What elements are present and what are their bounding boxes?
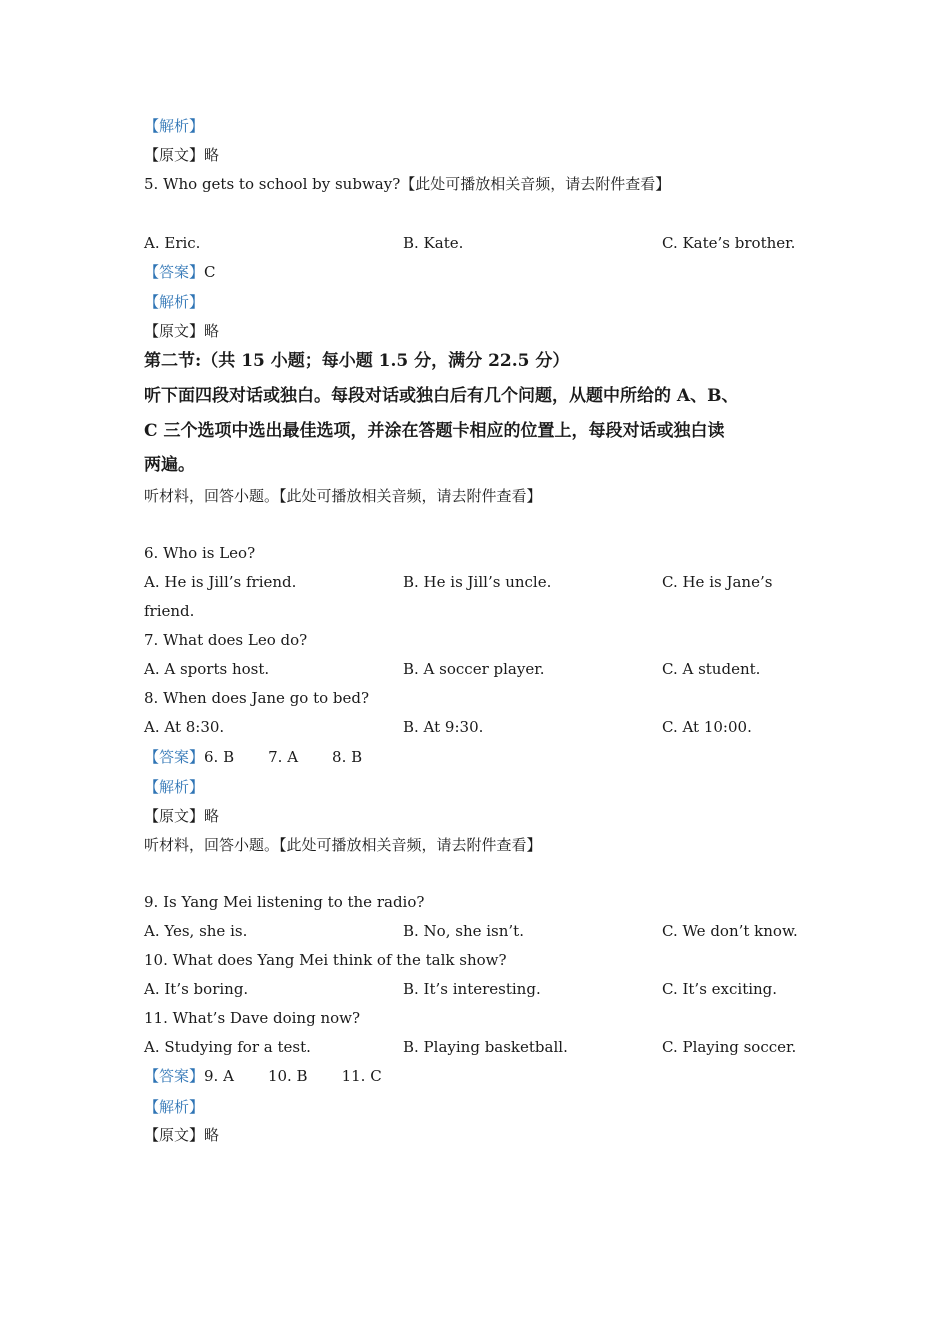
section-instruction-line-2: C 三个选项中选出最佳选项，并涂在答题卡相应的位置上，每段对话或独白读 [144,421,725,441]
q9-option-c: C. We don’t know. [662,922,798,940]
answer-10: 10. B [267,1067,308,1085]
answer-6: 6. B [204,748,235,766]
q8-option-b: B. At 9:30. [403,718,484,736]
q6-option-c-wrap: friend. [144,602,195,620]
q5-option-a: A. Eric. [144,234,201,252]
q9-option-b: B. No, she isn’t. [403,922,524,940]
q7-option-b: B. A soccer player. [403,660,545,678]
answer-label: 【答案】 [144,263,205,281]
question-10: 10. What does Yang Mei think of the talk show? [144,951,507,969]
answer-7: 7. A [268,748,299,766]
q9-option-a: A. Yes, she is. [144,922,248,940]
transcript-value: 略 [204,1126,220,1144]
q5-option-b: B. Kate. [403,234,464,252]
transcript-value: 略 [204,807,220,825]
transcript-line [144,321,219,341]
transcript-line [144,806,219,826]
q6-option-b: B. He is Jill’s uncle. [403,573,552,591]
q8-option-c: C. At 10:00. [662,718,752,736]
transcript-value: 略 [204,322,220,340]
question-7: 7. What does Leo do? [144,631,308,649]
q6-option-c: C. He is Jane’s [662,573,773,591]
answer-value: C [204,263,216,281]
transcript-line [144,145,219,165]
analysis-label: 【解析】 [144,293,205,311]
answer-9: 9. A [204,1067,234,1085]
q11-option-c: C. Playing soccer. [662,1038,797,1056]
transcript-label: 【原文】 [144,1126,205,1144]
answer-11: 11. C [341,1067,382,1085]
material-intro-2: 听材料，回答小题。【此处可播放相关音频，请去附件查看】 [144,836,542,854]
q10-option-a: A. It’s boring. [144,980,249,998]
question-8: 8. When does Jane go to bed? [144,689,370,707]
transcript-label: 【原文】 [144,807,205,825]
section-instruction-line-3: 两遍。 [144,455,195,475]
transcript-line [144,1125,219,1145]
q7-option-a: A. A sports host. [144,660,270,678]
answer-label: 【答案】 [144,1067,205,1085]
section-instruction-line-1: 听下面四段对话或独白。每段对话或独白后有几个问题，从题中所给的 A、B、 [144,386,739,406]
question-5: 5. Who gets to school by subway?【此处可播放相关音频，请去附件查看】 [144,175,671,193]
transcript-value: 略 [204,146,220,164]
analysis-label: 【解析】 [144,778,205,796]
answer-line-group2 [144,1066,382,1086]
question-9: 9. Is Yang Mei listening to the radio? [144,893,425,911]
q10-option-c: C. It’s exciting. [662,980,778,998]
q8-option-a: A. At 8:30. [144,718,225,736]
material-intro-1: 听材料，回答小题。【此处可播放相关音频，请去附件查看】 [144,487,542,505]
answer-label: 【答案】 [144,748,205,766]
answer-line-group1 [144,747,362,767]
q10-option-b: B. It’s interesting. [403,980,541,998]
transcript-label: 【原文】 [144,322,205,340]
q11-option-b: B. Playing basketball. [403,1038,568,1056]
q7-option-c: C. A student. [662,660,761,678]
analysis-label: 【解析】 [144,117,205,135]
answer-8: 8. B [332,748,363,766]
question-6: 6. Who is Leo? [144,544,256,562]
q5-option-c: C. Kate’s brother. [662,234,796,252]
section-heading: 第二节:（共 15 小题；每小题 1.5 分，满分 22.5 分） [144,351,570,371]
analysis-label: 【解析】 [144,1098,205,1116]
transcript-label: 【原文】 [144,146,205,164]
question-11: 11. What’s Dave doing now? [144,1009,361,1027]
q6-option-a: A. He is Jill’s friend. [144,573,297,591]
q11-option-a: A. Studying for a test. [144,1038,311,1056]
answer-line-q5 [144,262,216,282]
